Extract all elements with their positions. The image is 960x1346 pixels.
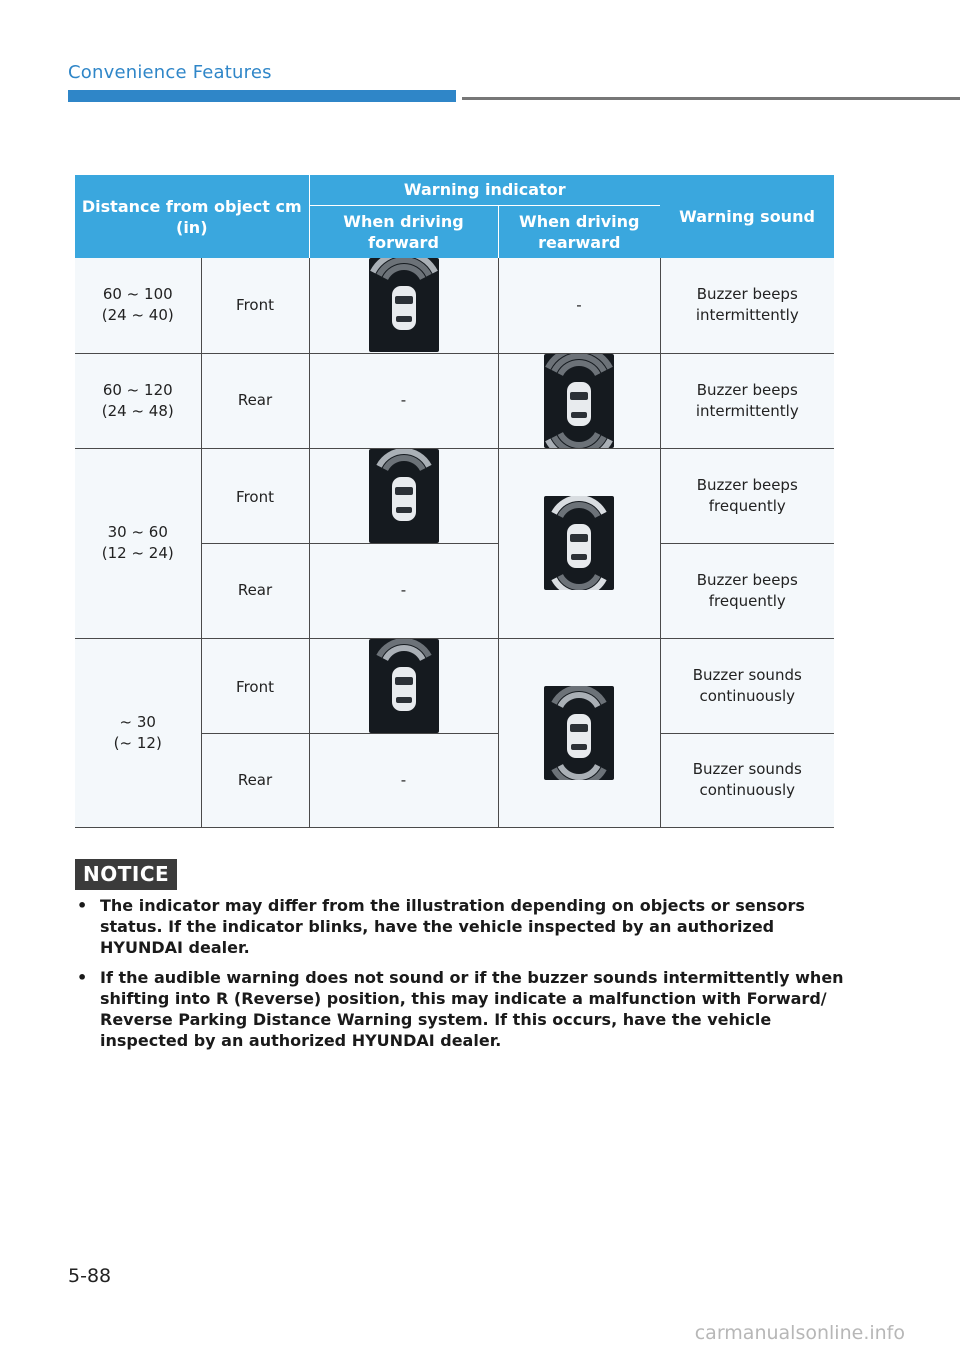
car-sensor-graphic: [369, 258, 439, 352]
side-cell: Rear: [201, 733, 309, 827]
sensor-arcs: [376, 639, 431, 661]
side-cell: Front: [201, 448, 309, 543]
distance-cell: 30 ~ 60 (12 ~ 24): [75, 448, 201, 638]
sensor-arcs: [376, 449, 431, 471]
sensor-arcs: [370, 258, 438, 280]
forward-indicator-cell: -: [309, 733, 498, 827]
car-body: [567, 524, 591, 568]
warning-sound-cell: Buzzer beeps intermittently: [660, 258, 834, 353]
car-body: [392, 286, 416, 330]
header-warning-sound: Warning sound: [660, 175, 834, 258]
header-rule: [462, 97, 960, 100]
list-item: [75, 895, 850, 958]
notice-list: [75, 895, 850, 1060]
car-rear-window: [571, 412, 587, 418]
car-all-sensors-near-icon: [544, 686, 614, 780]
car-body: [567, 382, 591, 426]
car-sensor-graphic: [369, 449, 439, 543]
notice-text: The indicator may differ from the illustration depending on objects or sensors status. If the indicator blinks, have the vehicle inspected by an authorized HYUNDAI dealer.: [100, 896, 805, 957]
car-rear-sensors-far-icon: [544, 354, 614, 448]
table-row: [75, 258, 834, 353]
header-rule-accent: [68, 90, 456, 102]
distance-warning-table: [75, 175, 834, 828]
car-windshield: [570, 724, 588, 732]
side-cell: Front: [201, 638, 309, 733]
car-sensor-graphic: [544, 354, 614, 448]
car-all-sensors-mid-icon: [544, 496, 614, 590]
car-front-sensors-mid-icon: [369, 449, 439, 543]
rearward-indicator-cell: [498, 353, 660, 448]
warning-sound-cell: Buzzer beeps frequently: [660, 448, 834, 543]
forward-indicator-cell: -: [309, 543, 498, 638]
car-windshield: [570, 392, 588, 400]
bullet-icon: •: [77, 896, 88, 915]
table-row: [75, 638, 834, 733]
list-item: [75, 967, 850, 1051]
side-cell: Front: [201, 258, 309, 353]
table-row: [75, 353, 834, 448]
header-warning-indicator: Warning indicator: [309, 175, 660, 205]
header-rearward: When driving rearward: [498, 205, 660, 258]
car-sensor-graphic: [369, 639, 439, 733]
forward-indicator-cell: -: [309, 353, 498, 448]
rearward-indicator-cell: -: [498, 258, 660, 353]
car-body: [567, 714, 591, 758]
distance-cell: 60 ~ 120 (24 ~ 48): [75, 353, 201, 448]
warning-sound-cell: Buzzer beeps frequently: [660, 543, 834, 638]
watermark: carmanualsonline.info: [694, 1322, 905, 1344]
rearward-indicator-cell: [498, 638, 660, 827]
notice-text: If the audible warning does not sound or if the buzzer sounds intermittently when shifting into R (Reverse) position, this may indicate a malfunction with Forward/ Reverse Parking Distance Warning system. If this occurs, have the vehicle inspected by an authorized HYUNDAI dealer.: [100, 968, 844, 1050]
car-body: [392, 477, 416, 521]
rearward-indicator-cell: [498, 448, 660, 638]
warning-sound-cell: Buzzer beeps intermittently: [660, 353, 834, 448]
car-front-sensors-near-icon: [369, 639, 439, 733]
forward-indicator-cell: [309, 448, 498, 543]
distance-cell: ~ 30 (~ 12): [75, 638, 201, 827]
car-front-sensors-far-icon: [369, 258, 439, 352]
car-windshield: [570, 534, 588, 542]
distance-cell: 60 ~ 100 (24 ~ 40): [75, 258, 201, 353]
car-rear-window: [396, 316, 412, 322]
warning-sound-cell: Buzzer sounds continuously: [660, 638, 834, 733]
forward-indicator-cell: [309, 258, 498, 353]
car-windshield: [395, 487, 413, 495]
car-rear-window: [571, 554, 587, 560]
bullet-icon: •: [77, 968, 88, 987]
car-windshield: [395, 296, 413, 304]
side-cell: Rear: [201, 543, 309, 638]
page-number: 5-88: [68, 1265, 112, 1287]
car-body: [392, 667, 416, 711]
forward-indicator-cell: [309, 638, 498, 733]
table-row: [75, 448, 834, 543]
notice-label: NOTICE: [75, 859, 177, 890]
side-cell: Rear: [201, 353, 309, 448]
car-sensor-graphic: [544, 686, 614, 780]
car-rear-window: [571, 744, 587, 750]
car-rear-window: [396, 697, 412, 703]
car-rear-window: [396, 507, 412, 513]
car-windshield: [395, 677, 413, 685]
warning-sound-cell: Buzzer sounds continuously: [660, 733, 834, 827]
car-sensor-graphic: [544, 496, 614, 590]
section-title: Convenience Features: [68, 62, 272, 83]
header-distance: Distance from object cm (in): [75, 175, 309, 258]
header-forward: When driving forward: [309, 205, 498, 258]
